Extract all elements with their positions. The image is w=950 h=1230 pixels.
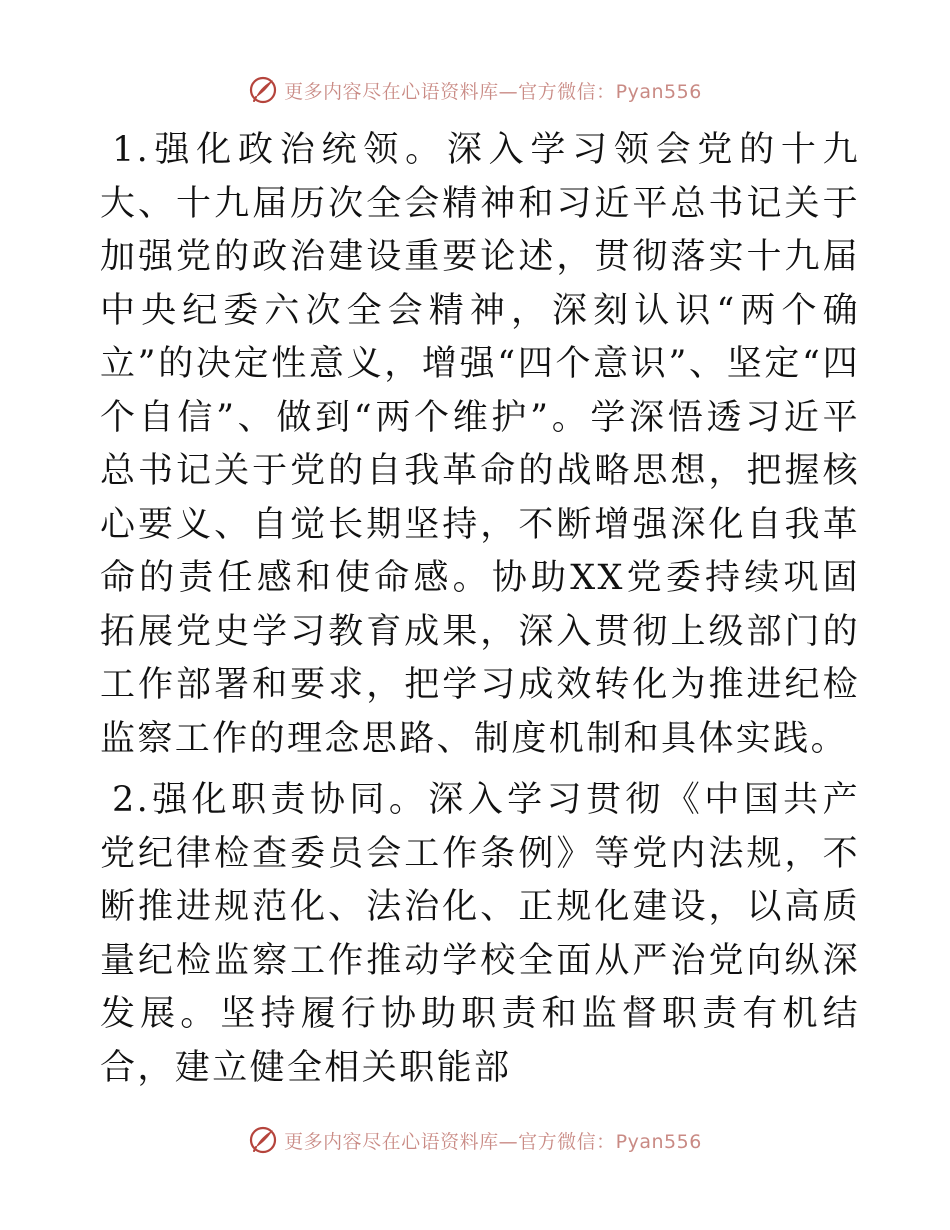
header-watermark bbox=[0, 70, 950, 110]
footer-watermark bbox=[0, 1120, 950, 1160]
paragraph-duty-coordination: 2.强化职责协同。深入学习贯彻《中国共产党纪律检查委员会工作条例》等党内法规，不断推进规范化、法治化、正规化建设，以高质量纪检监察工作推动学校全面从严治党向纵深发展。坚持履行协助职责和监督职责有机结合，建立健全相关职能部 bbox=[100, 780, 860, 1088]
quill-seal-icon bbox=[248, 1125, 278, 1155]
watermark-text: 更多内容尽在心语资料库—官方微信：Pyan556 bbox=[284, 1130, 702, 1153]
document-body bbox=[100, 124, 860, 1095]
quill-seal-icon bbox=[248, 75, 278, 105]
watermark-text: 更多内容尽在心语资料库—官方微信：Pyan556 bbox=[284, 80, 702, 103]
paragraph-political-leadership: 1.强化政治统领。深入学习领会党的十九大、十九届历次全会精神和习近平总书记关于加强党的政治建设重要论述，贯彻落实十九届中央纪委六次全会精神，深刻认识“两个确立”的决定性意义，增强“四个意识”、坚定“四个自信”、做到“两个维护”。学深悟透习近平总书记关于党的自我革命的战略思想，把握核心要义、自觉长期坚持，不断增强深化自我革命的责任感和使命感。协助XX党委持续巩固拓展党史学习教育成果，深入贯彻上级部门的工作部署和要求，把学习成效转化为推进纪检监察工作的理念思路、制度机制和具体实践。 bbox=[100, 130, 860, 759]
